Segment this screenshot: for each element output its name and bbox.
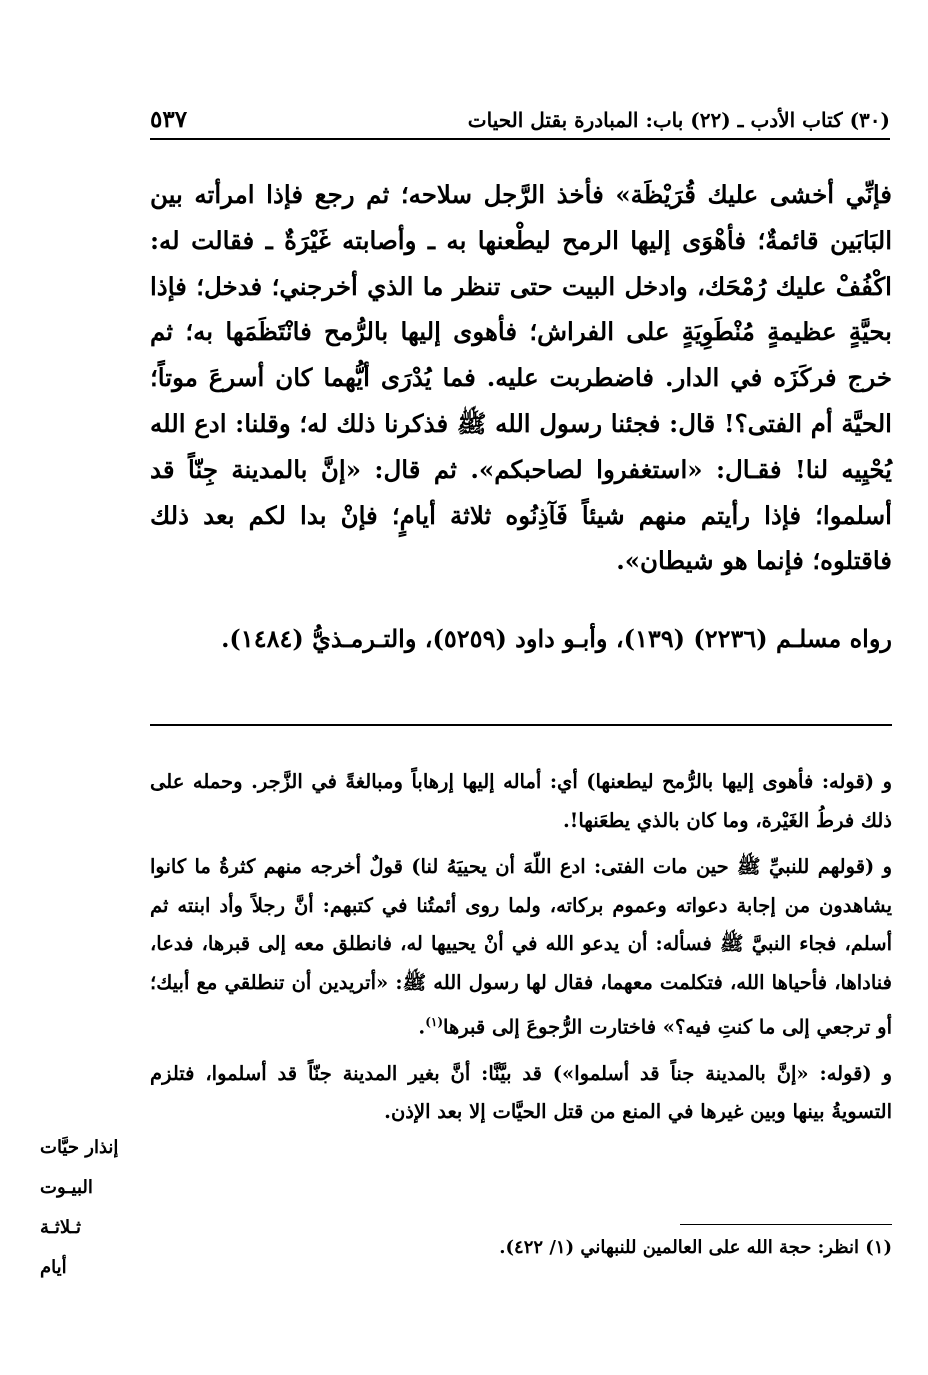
section-divider [150, 724, 892, 726]
commentary-paragraph: و (قوله: «إنَّ بالمدينة جناً قد أسلموا») قد بيَّنَّا: أنَّ بغير المدينة جنّاً قد أسلموا، فتلزم التسويةُ بينها وبين غيرها في المنع من قتل الحيَّات إلا بعد الإذن. [150, 1061, 892, 1124]
page-header [150, 104, 890, 140]
commentary [150, 763, 892, 1132]
commentary-paragraph: و (قوله: فأهوى إليها بالرُّمح ليطعنها) أي: أماله إليها إرهاباً ومبالغةً في الزَّجر. وحمله على ذلك فرطُ الغَيْرة، وما كان بالذي يطعَنها!. [150, 770, 892, 832]
footnote-ref: (١) [425, 1014, 444, 1029]
hadith-text [150, 172, 892, 584]
footnote-divider [680, 1224, 892, 1225]
margin-note-line: إنذار حيَّات [40, 1137, 119, 1158]
hadith-paragraph: فإنِّي أخشى عليك قُرَيْظَة» فأخذ الرَّجل سلاحه؛ ثم رجع فإذا امرأته بين البَابَين قائمةٌ؛ فأهْوَى إليها الرمح ليطْعنها به ـ وأصابته غَيْرَةٌ ـ فقالت له: اكْفُفْ عليك رُمْحَك، وادخل البيت حتى تنظر ما الذي أخرجني؛ فدخل؛ فإذا بحيَّةٍ عظيمةٍ مُنْطَوِيَةٍ على الفراش؛ فأهوى إليها بالرُّمح فانْتَظَمَها به؛ ثم خرج فركَزَه في الدار. فاضطربت عليه. فما يُدْرَى أيُّهما كان أسرعَ موتاً؛ الحيَّة أم الفتى؟! قال: فجئنا رسول الله ﷺ فذكرنا ذلك له؛ وقلنا: ادع الله يُحْيِيه لنا! فقـال: «استغفروا لصاحبكم». ثم قال: «إنَّ بالمدينة جِنّاً قد أسلموا؛ فإذا رأيتم منهم شيئاً فَآذِنُوه ثلاثة أيامٍ؛ فإنْ بدا لكم بعد ذلك فاقتلوه؛ فإنما هو شيطان». [150, 180, 892, 576]
margin-note-line: أيام [40, 1257, 67, 1278]
page-number: ٥٣٧ [150, 106, 188, 133]
commentary-paragraph [150, 848, 892, 1046]
margin-note [40, 1128, 140, 1288]
commentary-text: و (قولهم للنبيِّ ﷺ حين مات الفتى: ادع اللّهَ أن يحييَهُ لنا) قولٌ أخرجه منهم كثرةُ ما كانوا يشاهدون من إجابة دعواته وعموم بركاته، ولما روى أئمتُنا في كتبهم: أنَّ رجلاً وأد ابنته ثم أسلم، فجاء النبيَّ ﷺ فسأله: أن يدعو الله في أنْ يحييها له، فانطلق معه إلى قبرها، فدعا، فناداها، فأحياها الله، فتكلمت معهما، فقال لها رسول الله ﷺ: «أتريدين أن تنطلقي مع أبيك؛ أو ترجعي إلى ما كنتِ فيه؟» فاختارت الرُّجوعَ إلى قبرها [150, 855, 892, 1039]
margin-note-line: البيـوت ثـلاثـة [40, 1177, 93, 1238]
commentary-end: . [418, 1015, 426, 1039]
hadith-citation [150, 617, 892, 661]
citation-paragraph: رواه مسلـم (٢٢٣٦) (١٣٩)، وأبـو داود (٥٢٥٩)، والتـرمـذيُّ (١٤٨٤). [221, 624, 892, 653]
running-title: (٣٠) كتاب الأدب ـ (٢٢) باب: المبادرة بقتل الحيات [467, 108, 890, 132]
footnote: (١) انظر: حجة الله على العالمين للنبهاني (١/ ٤٢٢). [499, 1237, 892, 1258]
